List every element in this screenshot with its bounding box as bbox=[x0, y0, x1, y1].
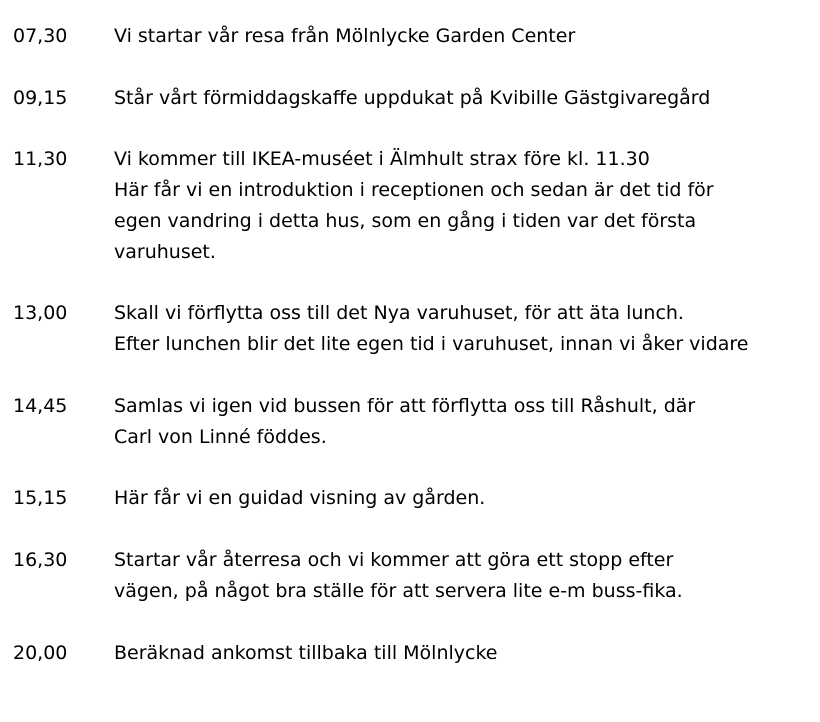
entry-text bbox=[114, 545, 814, 607]
entry-text bbox=[114, 21, 814, 52]
entry-line: Efter lunchen blir det lite egen tid i varuhuset, innan vi åker vidare bbox=[114, 333, 749, 355]
entry-time: 09,15 bbox=[13, 87, 68, 109]
entry-time: 16,30 bbox=[13, 549, 68, 571]
entry-text bbox=[114, 83, 814, 114]
entry-line: varuhuset. bbox=[114, 241, 216, 263]
entry-time: 07,30 bbox=[13, 25, 68, 47]
entry-line: Carl von Linné föddes. bbox=[114, 426, 327, 448]
entry-text bbox=[114, 144, 814, 268]
entry-line: egen vandring i detta hus, som en gång i tiden var det första bbox=[114, 210, 697, 232]
entry-line: Vi kommer till IKEA-muséet i Älmhult strax före kl. 11.30 bbox=[114, 148, 650, 170]
entry-time: 20,00 bbox=[13, 642, 68, 664]
entry-time: 14,45 bbox=[13, 395, 68, 417]
entry-time: 15,15 bbox=[13, 487, 68, 509]
entry-line: Skall vi förflytta oss till det Nya varuhuset, för att äta lunch. bbox=[114, 302, 684, 324]
entry-text bbox=[114, 391, 814, 453]
entry-line: Står vårt förmiddagskaffe uppdukat på Kvibille Gästgivaregård bbox=[114, 87, 711, 109]
entry-line: Beräknad ankomst tillbaka till Mölnlycke bbox=[114, 642, 498, 664]
entry-time: 13,00 bbox=[13, 302, 68, 324]
entry-line: Här får vi en guidad visning av gården. bbox=[114, 487, 486, 509]
entry-line: Startar vår återresa och vi kommer att göra ett stopp efter bbox=[114, 549, 674, 571]
entry-line: Vi startar vår resa från Mölnlycke Garden Center bbox=[114, 25, 576, 47]
entry-line: vägen, på något bra ställe för att servera lite e-m buss-fika. bbox=[114, 580, 683, 602]
entry-text bbox=[114, 483, 814, 514]
entry-line: Här får vi en introduktion i receptionen och sedan är det tid för bbox=[114, 179, 714, 201]
entry-time: 11,30 bbox=[13, 148, 68, 170]
entry-text bbox=[114, 638, 814, 669]
entry-text bbox=[114, 298, 814, 360]
entry-line: Samlas vi igen vid bussen för att förflytta oss till Råshult, där bbox=[114, 395, 696, 417]
